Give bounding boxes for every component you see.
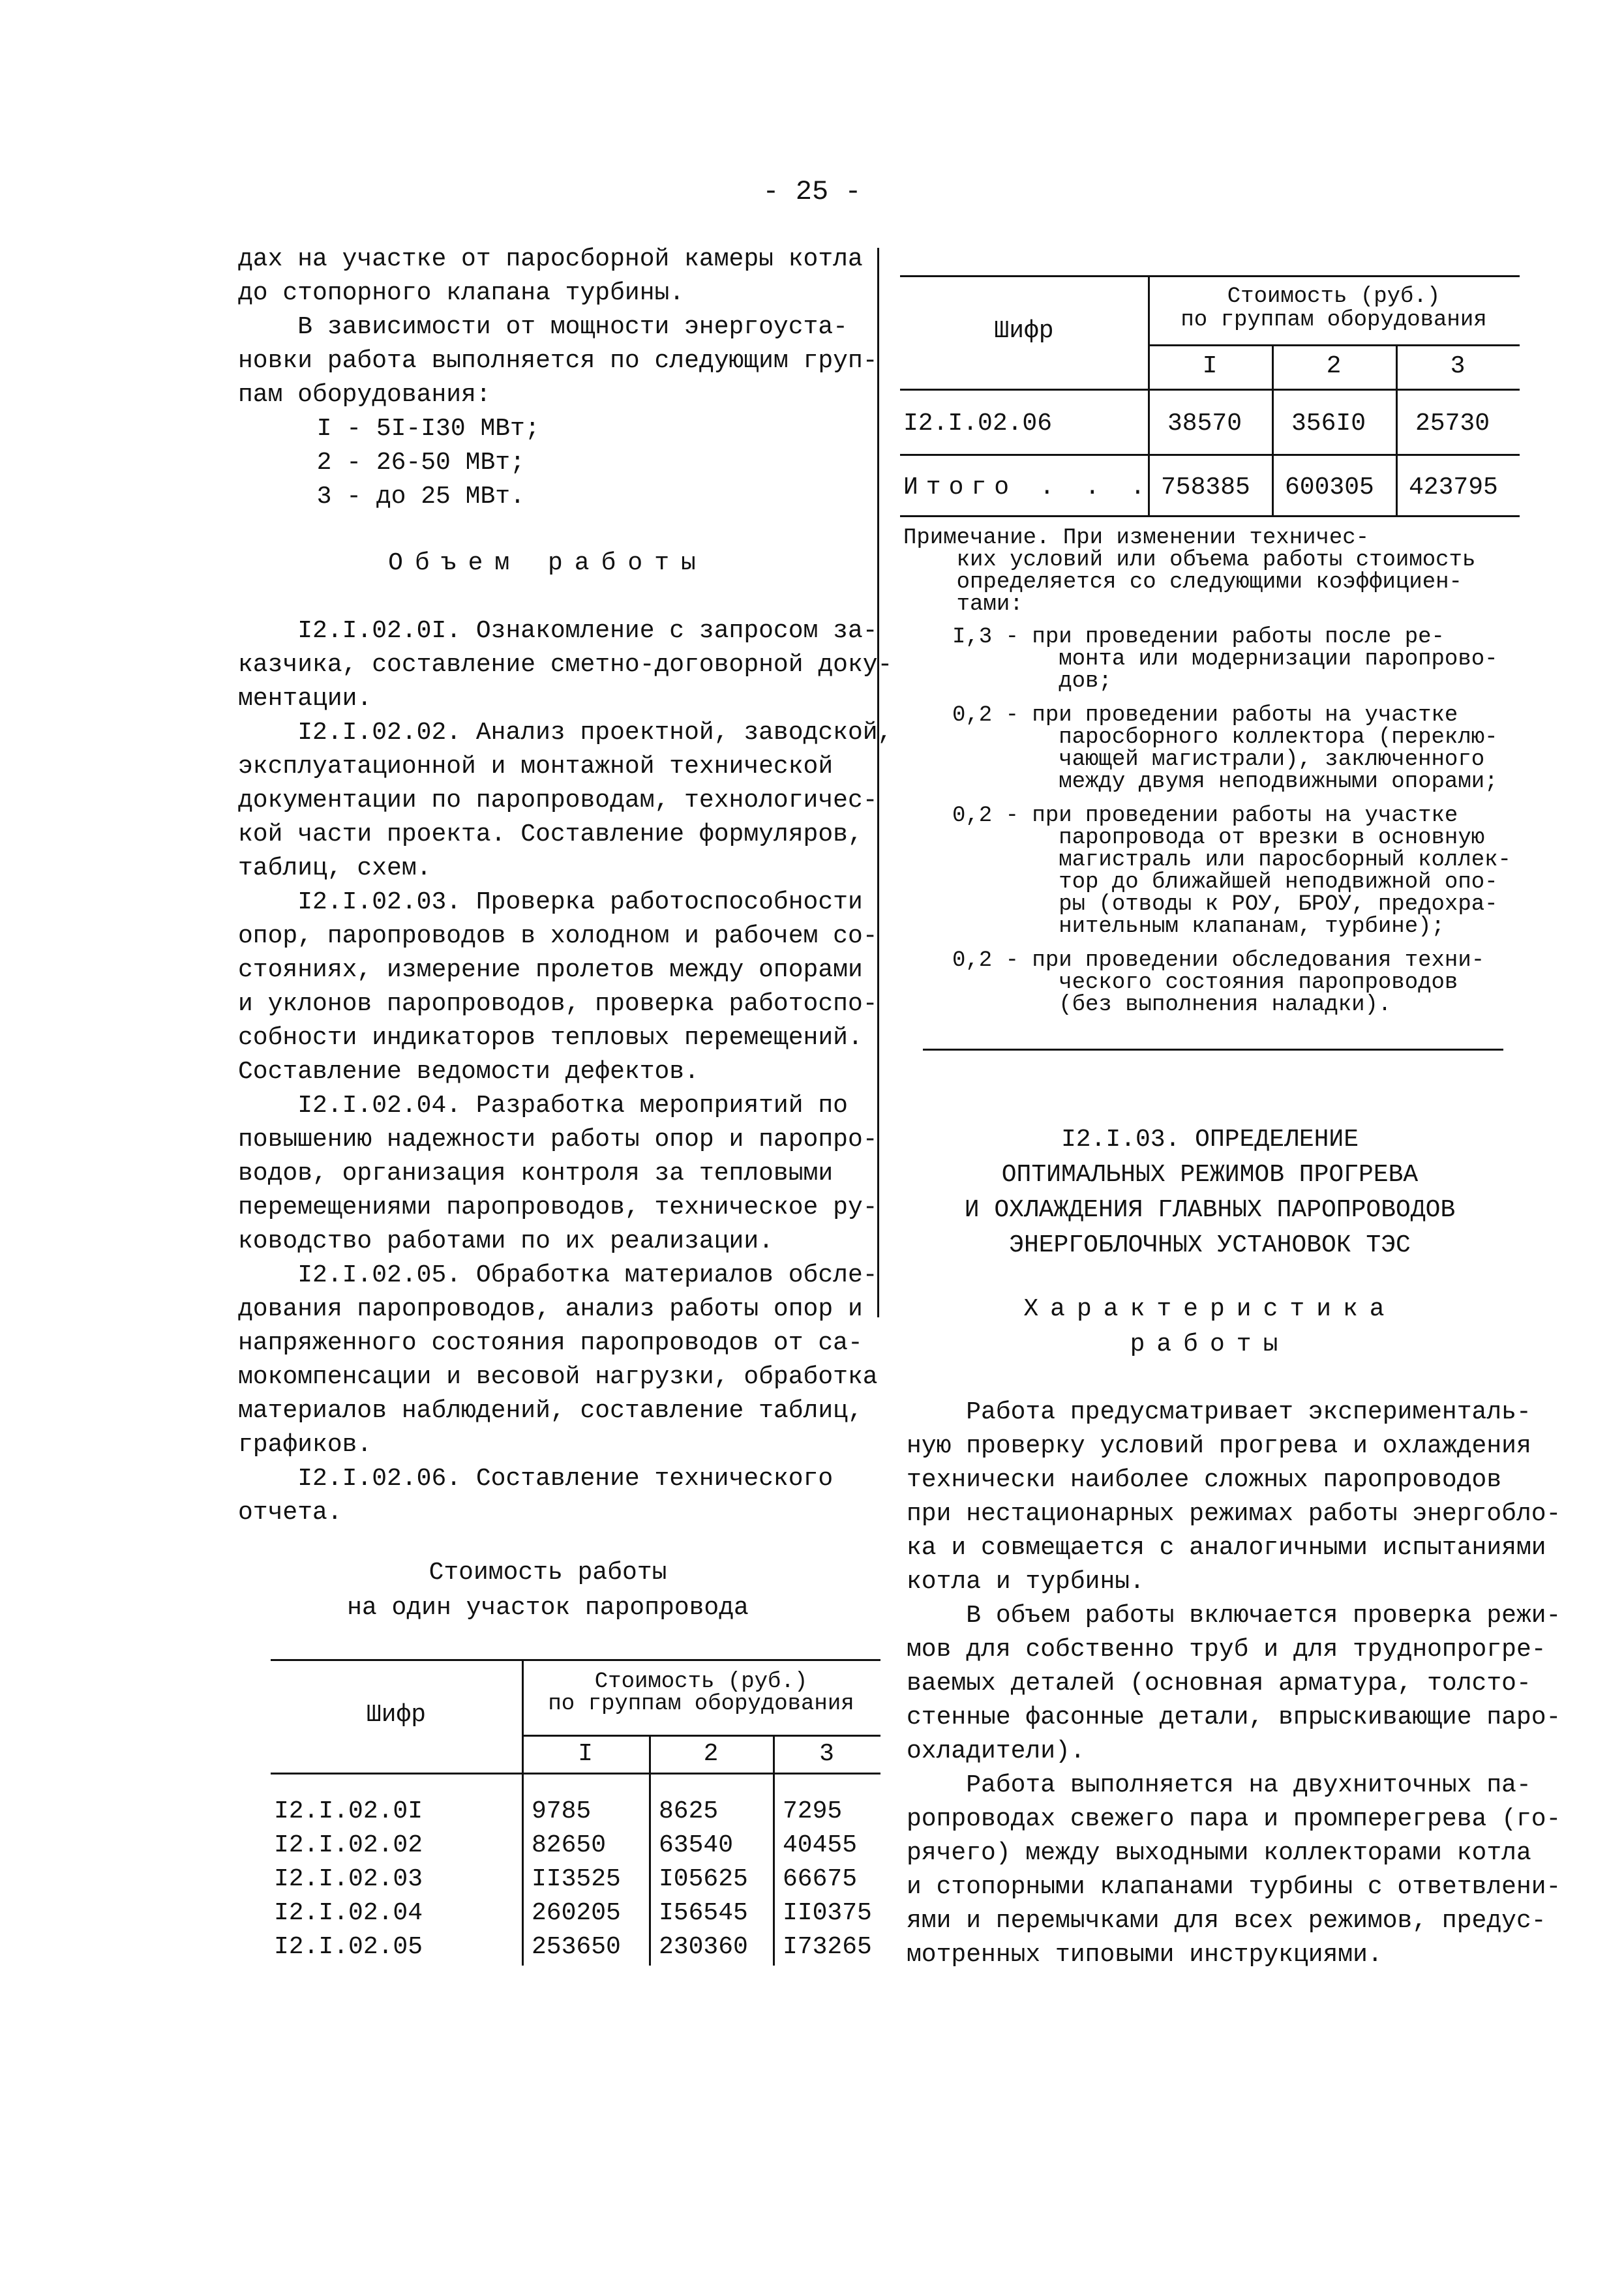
table-group-header: 2 — [703, 1740, 719, 1768]
table-cell: 230360 — [659, 1933, 748, 1961]
scope-item-line: опор, паропроводов в холодном и рабочем со- — [238, 922, 878, 950]
paragraph-line: мотренных типовыми инструкциями. — [907, 1941, 1383, 1969]
section-title: I2.I.03. ОПРЕДЕЛЕНИЕ — [1060, 1126, 1359, 1154]
table-cell: 82650 — [532, 1831, 607, 1859]
table-cost-subheader: по группам оборудования — [1180, 308, 1487, 333]
paragraph-line: Работа предусматривает эксперименталь- — [907, 1398, 1531, 1426]
group-line: 2 - 26-50 МВт; — [287, 449, 525, 477]
coefficient-line: тор до ближайшей неподвижной опо- — [952, 870, 1498, 895]
group-line: 3 - до 25 МВт. — [287, 483, 525, 511]
table-cell: II0375 — [783, 1899, 872, 1927]
table-cell-code: I2.I.02.02 — [274, 1831, 423, 1859]
paragraph-line: и стопорными клапанами турбины с ответвлени- — [907, 1873, 1561, 1901]
coefficient-line: нительным клапанам, турбине); — [952, 914, 1445, 939]
table-bottom-rule — [900, 515, 1520, 517]
table-cell: I05625 — [659, 1865, 748, 1893]
table-cell-code: I2.I.02.0I — [274, 1797, 423, 1825]
scope-item-line: собности индикаторов тепловых перемещений. — [238, 1024, 863, 1052]
table-group-header: 3 — [1450, 352, 1466, 380]
table-cell: 253650 — [532, 1933, 621, 1961]
paragraph-line: Работа выполняется на двухниточных па- — [907, 1771, 1531, 1799]
paragraph-line: ную проверку условий прогрева и охлаждения — [907, 1432, 1531, 1460]
table-cell: 66675 — [783, 1865, 858, 1893]
table-cell: I73265 — [783, 1933, 872, 1961]
table-cost-subheader: по группам оборудования — [548, 1692, 854, 1716]
intro-line: В зависимости от мощности энергоуста- — [238, 313, 848, 341]
scope-item-line: перемещениями паропроводов, техническое ру- — [238, 1193, 878, 1221]
paragraph-line: стенные фасонные детали, впрыскивающие паро- — [907, 1703, 1561, 1731]
table-cell: 7295 — [783, 1797, 843, 1825]
intro-line: дах на участке от паросборной камеры котла — [238, 245, 863, 273]
scope-item-line: отчета. — [238, 1499, 342, 1527]
scope-item-line: напряженного состояния паропроводов от са- — [238, 1329, 863, 1357]
paragraph-line: при нестационарных режимах работы энергобло- — [907, 1500, 1561, 1528]
coefficient-line: ческого состояния паропроводов — [952, 970, 1458, 995]
scope-item-line: мокомпенсации и весовой нагрузки, обработка — [238, 1363, 878, 1391]
table-group-header: I — [1202, 352, 1218, 380]
paragraph-line: мов для собственно труб и для труднопрогре- — [907, 1636, 1546, 1664]
table-group-header: I — [578, 1740, 593, 1768]
coefficient-line: 0,2 - при проведении работы на участке — [952, 703, 1458, 728]
table-header-rule — [522, 1735, 880, 1737]
coefficient-line: между двумя неподвижными опорами; — [952, 770, 1498, 794]
intro-line: до стопорного клапана турбины. — [238, 279, 685, 307]
coefficient-line: (без выполнения наладки). — [952, 993, 1392, 1017]
paragraph-line: рячего) между выходными коллекторами котла — [907, 1839, 1531, 1867]
coefficient-line: чающей магистрали), заключенного — [952, 747, 1485, 772]
section-title: И ОХЛАЖДЕНИЯ ГЛАВНЫХ ПАРОПРОВОДОВ — [964, 1196, 1456, 1224]
table-header-bottom-rule — [900, 389, 1520, 391]
scope-item-line: дования паропроводов, анализ работы опор и — [238, 1295, 863, 1323]
table-cell: 356I0 — [1291, 410, 1366, 438]
table-group-header: 3 — [819, 1740, 834, 1768]
scope-item-line: Составление ведомости дефектов. — [238, 1058, 699, 1086]
intro-line: новки работа выполняется по следующим груп- — [238, 347, 878, 375]
coefficient-line: паросборного коллектора (переклю- — [952, 725, 1498, 750]
table-cell-code: I2.I.02.03 — [274, 1865, 423, 1893]
scope-item-line: казчика, составление сметно-договорной доку- — [238, 651, 893, 679]
table-header-rule — [1148, 344, 1520, 346]
table-total-cell: 758385 — [1161, 473, 1250, 502]
coefficient-line: дов; — [952, 669, 1112, 694]
scope-item-line: и уклонов паропроводов, проверка работоспо- — [238, 990, 878, 1018]
paragraph-line: ка и совмещается с аналогичными испытаниями — [907, 1534, 1546, 1562]
page-number: - 25 - — [762, 176, 862, 207]
table-cell: II3525 — [532, 1865, 621, 1893]
scope-item-line: повышению надежности работы опор и паропро- — [238, 1126, 878, 1154]
group-line: I - 5I-I30 МВт; — [287, 415, 540, 443]
note-line: Примечание. При изменении техничес- — [903, 526, 1370, 550]
table-total-label: Итого . . . — [903, 473, 1153, 502]
scope-item-line: I2.I.02.04. Разработка мероприятий по — [238, 1092, 848, 1120]
coefficient-line: 0,2 - при проведении обследования техни- — [952, 948, 1485, 973]
coefficient-line: монта или модернизации паропрово- — [952, 647, 1498, 672]
scope-item-line: I2.I.02.02. Анализ проектной, заводской, — [238, 719, 893, 747]
table-cell-code: I2.I.02.05 — [274, 1933, 423, 1961]
scope-heading: Объем работы — [388, 549, 708, 577]
table-cell: 40455 — [783, 1831, 858, 1859]
table-cost-header: Стоимость (руб.) — [594, 1670, 808, 1694]
column-divider — [877, 248, 879, 1317]
table-group-header: 2 — [1326, 352, 1342, 380]
coefficient-line: 0,2 - при проведении работы на участке — [952, 803, 1458, 828]
scope-item-line: эксплуатационной и монтажной технической — [238, 753, 834, 781]
note-line: определяется со следующими коэффициен- — [903, 570, 1462, 595]
scope-item-line: стояниях, измерение пролетов между опорами — [238, 956, 863, 984]
table-cell: 63540 — [659, 1831, 734, 1859]
note-line: тами: — [903, 592, 1023, 617]
coefficient-line: ры (отводы к РОУ, БРОУ, предохра- — [952, 892, 1498, 917]
scope-item-line: I2.I.02.0I. Ознакомление с запросом за- — [238, 617, 878, 645]
scope-item-line: документации по паропроводам, технологичес- — [238, 786, 878, 815]
table-code-header: Шифр — [994, 317, 1054, 345]
cost-subtitle: на один участок паропровода — [347, 1594, 749, 1622]
table-cost-header: Стоимость (руб.) — [1227, 284, 1441, 309]
cost-title: Стоимость работы — [429, 1559, 667, 1587]
paragraph-line: ропроводах свежего пара и промперегрева (го- — [907, 1805, 1561, 1833]
scope-item-line: материалов наблюдений, составление таблиц, — [238, 1397, 863, 1425]
coefficient-line: магистраль или паросборный коллек- — [952, 848, 1511, 873]
section-divider — [923, 1049, 1503, 1051]
note-line: ких условий или объема работы стоимость — [903, 548, 1476, 573]
table-top-rule — [271, 1659, 880, 1661]
coefficient-line: I,3 - при проведении работы после ре- — [952, 625, 1445, 650]
table-cell: I56545 — [659, 1899, 748, 1927]
scope-item-line: ментации. — [238, 685, 372, 713]
table-header-bottom-rule — [271, 1773, 880, 1774]
table-cell: 25730 — [1415, 410, 1490, 438]
table-cell-code: I2.I.02.06 — [903, 410, 1053, 438]
table-total-rule — [900, 454, 1520, 456]
scope-item-line: водов, организация контроля за тепловыми — [238, 1160, 834, 1188]
scope-item-line: I2.I.02.06. Составление технического — [238, 1465, 834, 1493]
table-cell: 260205 — [532, 1899, 621, 1927]
table-cell-code: I2.I.02.04 — [274, 1899, 423, 1927]
section-title: ОПТИМАЛЬНЫХ РЕЖИМОВ ПРОГРЕВА — [1001, 1161, 1419, 1189]
table-code-header: Шифр — [366, 1701, 427, 1729]
table-cell: 9785 — [532, 1797, 592, 1825]
paragraph-line: ями и перемычками для всех режимов, предус- — [907, 1907, 1546, 1935]
paragraph-line: технически наиболее сложных паропроводов — [907, 1466, 1502, 1494]
table-top-rule — [900, 275, 1520, 277]
paragraph-line: охладители). — [907, 1737, 1085, 1765]
table-total-cell: 423795 — [1409, 473, 1498, 502]
paragraph-line: котла и турбины. — [907, 1568, 1145, 1596]
scope-item-line: графиков. — [238, 1431, 372, 1459]
characteristics-subheading: работы — [1130, 1330, 1290, 1358]
table-cell: 38570 — [1167, 410, 1242, 438]
section-title: ЭНЕРГОБЛОЧНЫХ УСТАНОВОК ТЭС — [1009, 1231, 1411, 1259]
scope-item-line: ководство работами по их реализации. — [238, 1227, 774, 1255]
paragraph-line: В объем работы включается проверка режи- — [907, 1602, 1561, 1630]
scope-item-line: I2.I.02.05. Обработка материалов обсле- — [238, 1261, 878, 1289]
scope-item-line: таблиц, схем. — [238, 854, 432, 882]
paragraph-line: ваемых деталей (основная арматура, толсто- — [907, 1670, 1531, 1698]
table-total-cell: 600305 — [1285, 473, 1374, 502]
intro-line: пам оборудования: — [238, 381, 491, 409]
scope-item-line: кой части проекта. Составление формуляров, — [238, 820, 863, 848]
table-cell: 8625 — [659, 1797, 719, 1825]
coefficient-line: паропровода от врезки в основную — [952, 826, 1485, 850]
scope-item-line: I2.I.02.03. Проверка работоспособности — [238, 888, 863, 916]
characteristics-heading: Характеристика — [1023, 1295, 1396, 1323]
